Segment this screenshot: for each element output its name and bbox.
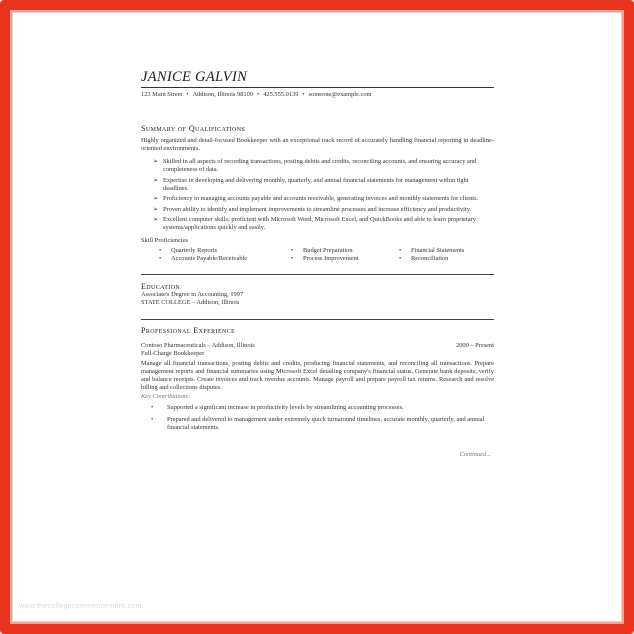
education-degree: Associate's Degree in Accounting, 1997 <box>141 291 244 299</box>
contact-phone: 425.555.0139 <box>263 91 299 98</box>
contact-line <box>141 91 494 99</box>
skill-item: • Financial Statements <box>399 247 465 255</box>
job-dates: 2000 – Present <box>456 342 494 350</box>
resume-name: JANICE GALVIN <box>141 69 248 85</box>
bullet-text: Skilled in all aspects of recording transactions, posting debits and credits, reconciling accounts, and ensuring accuracy and completeness of data. <box>163 158 477 173</box>
contact-city: Addison, Illinois 98109 <box>192 91 253 98</box>
skill-item: • Accounts Payable/Receivable <box>159 255 248 263</box>
job-header <box>141 342 494 350</box>
list-item: ➢ Proven ability to identify and implement improvements to streamline processes and increase efficiency and productivity. <box>153 205 472 213</box>
name-underline <box>141 87 494 88</box>
bullet-separator: • <box>256 91 260 98</box>
watermark: www.thecollegecommencement.com <box>19 603 142 610</box>
summary-bullet-list <box>141 158 494 232</box>
skills-grid <box>159 247 494 263</box>
section-heading-summary: Summary of Qualifications <box>141 124 246 133</box>
continued-note: Continued... <box>459 450 491 458</box>
section-divider <box>141 274 494 275</box>
list-item: ➢ Excellent computer skills; proficient with Microsoft Word, Microsoft Excel, and QuickBooks and able to learn proprietary systems/applications quickly and easily. <box>153 216 476 232</box>
bullet-text: Supported a significant increase in productivity levels by streamlining accounting processes. <box>167 404 404 412</box>
section-heading-education: Education <box>141 282 181 292</box>
resume-document <box>141 69 494 459</box>
key-contributions-label: Key Contributions: <box>141 393 191 401</box>
skills-title: Skill Proficiencies <box>141 237 189 245</box>
bullet-text: Expertise in developing and delivering monthly, quarterly, and annual financial statements for management within tight deadlines. <box>163 176 469 192</box>
education-school: STATE COLLEGE – Addison, Illinois <box>141 299 240 307</box>
list-item: • Supported a significant increase in productivity levels by streamlining accounting processes. <box>151 404 404 412</box>
skill-item: • Process Improvement <box>291 255 359 263</box>
job-company: Contoso Pharmaceuticals – Addison, Illinois <box>141 342 255 350</box>
bullet-text: Proven ability to identify and implement improvements to streamline processes and increase efficiency and productivity. <box>163 205 472 213</box>
bullet-separator: • <box>302 91 305 98</box>
bullet-text: Proficiency in managing accounts payable and accounts receivable, generating invoices and monthly statements for clients. <box>163 195 479 203</box>
bullet-text: Excellent computer skills; proficient with Microsoft Word, Microsoft Excel, and QuickBooks and able to learn proprietary systems/applications quickly and easily. <box>163 216 476 232</box>
job-description: Manage all financial transactions, posting debits and credits, producing financial statements, and reconciling all transactions. Prepare management reports and financial summaries using Microsoft Excel detailing company's financial status. Generate bank deposits, verify and balance receipts. Create invoices and track overdue accounts. Manage payroll and prepare payroll tax returns. Research and resolve billing and collections disputes. <box>141 360 494 392</box>
list-item: ➢ Expertise in developing and delivering monthly, quarterly, and annual financial statements for management within tight deadlines. <box>153 176 469 192</box>
contributions-list <box>141 404 494 432</box>
skill-item: • Reconciliation <box>399 255 449 263</box>
summary-intro: Highly organized and detail-focused Bookkeeper with an exceptional track record of accurately handling financial reporting in deadline-oriented environments. <box>141 137 494 152</box>
list-item: ➢ Proficiency in managing accounts payable and accounts receivable, generating invoices and monthly statements for clients. <box>153 195 479 203</box>
contact-address: 123 Main Street <box>141 91 183 98</box>
bullet-separator: • <box>186 91 189 98</box>
contact-email: someone@example.com <box>308 91 372 98</box>
bullet-text: Prepared and delivered to management under extremely quick turnaround timelines, accurate monthly, quarterly, and annual financial statements. <box>167 415 485 431</box>
section-heading-experience: Professional Experience <box>141 326 236 336</box>
skill-item: • Quarterly Reports <box>159 247 217 255</box>
section-divider <box>141 319 494 320</box>
list-item: ➢ Skilled in all aspects of recording transactions, posting debits and credits, reconciling accounts, and ensuring accuracy and completeness of data. <box>153 158 477 173</box>
list-item: • Prepared and delivered to management under extremely quick turnaround timelines, accurate monthly, quarterly, and annual financial statements. <box>151 415 485 431</box>
job-title: Full-Charge Bookkeeper <box>141 350 205 358</box>
skill-item: • Budget Preparation <box>291 247 353 255</box>
resume-page <box>12 12 622 622</box>
